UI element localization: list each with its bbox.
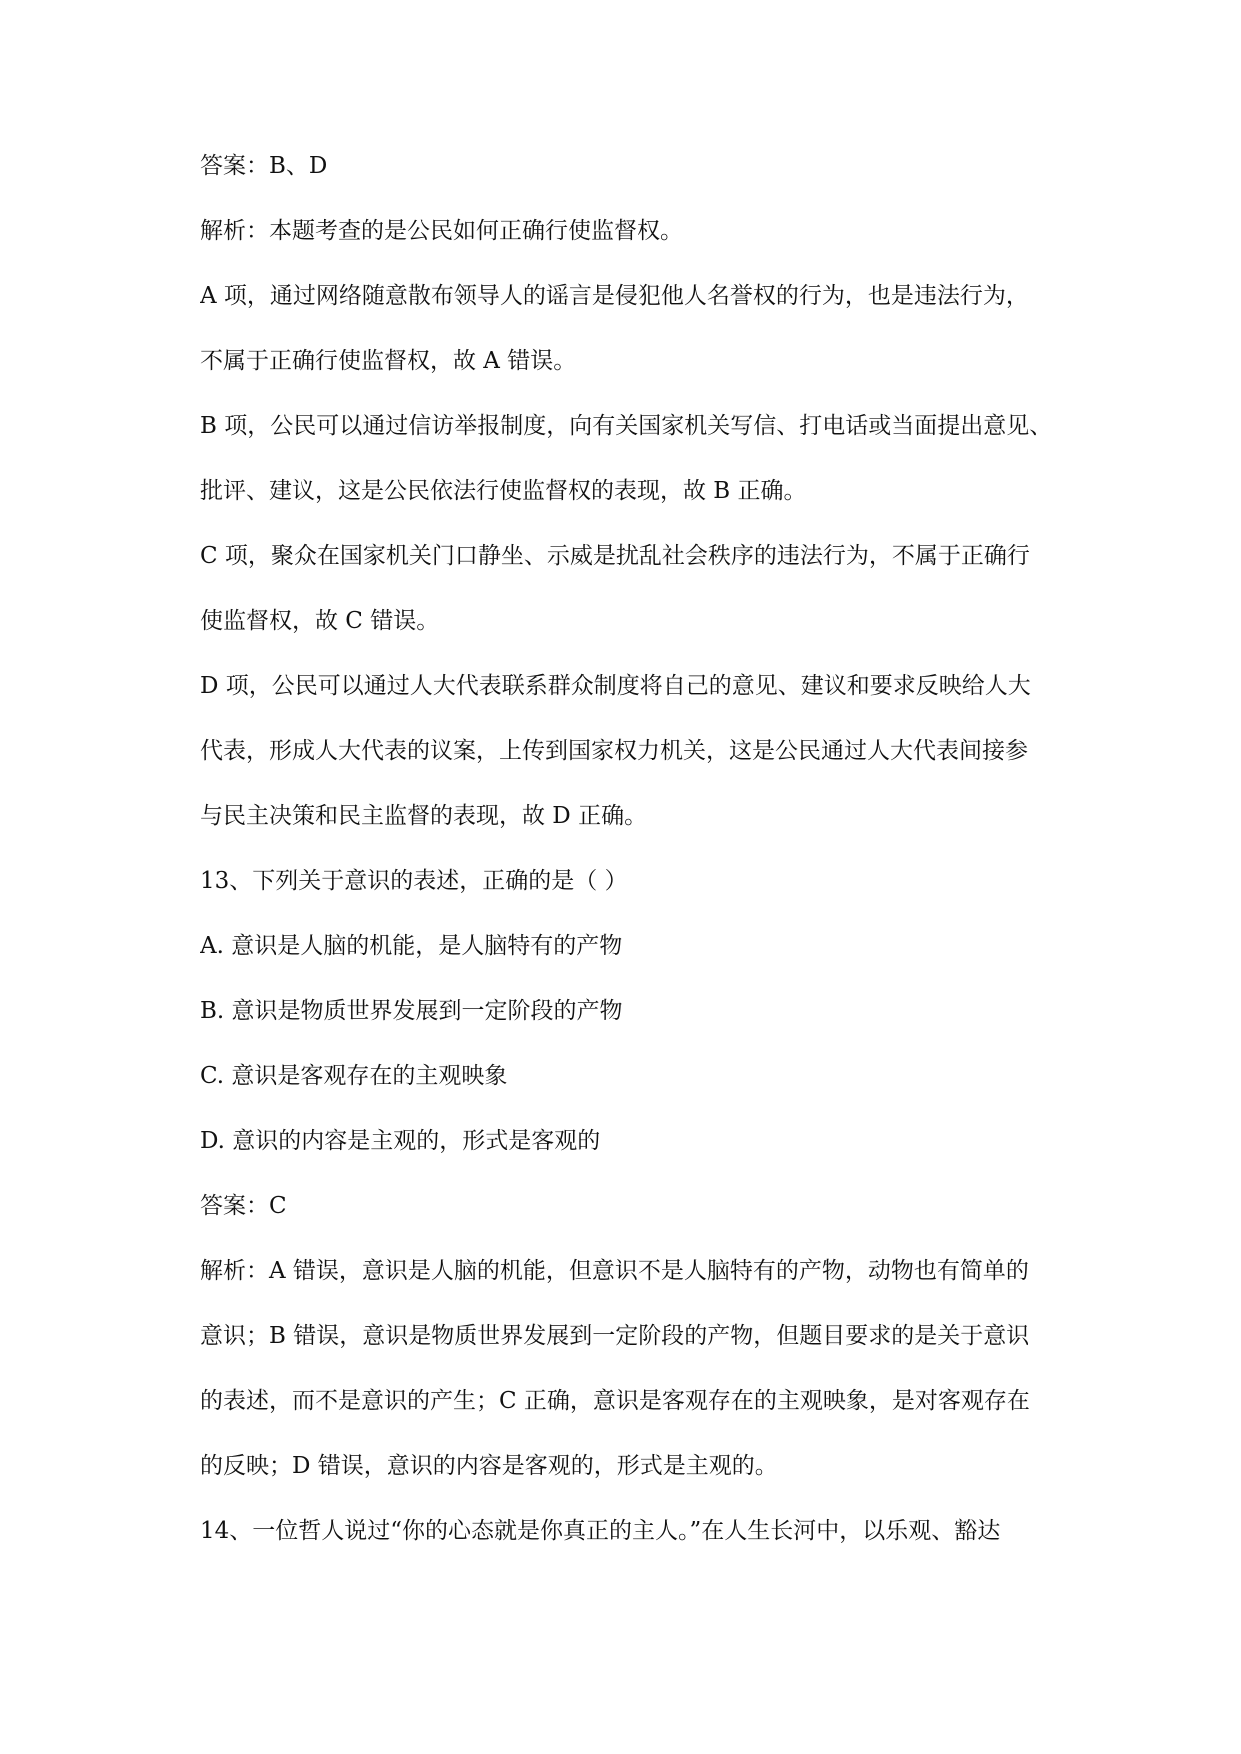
question-14: 14、一位哲人说过“你的心态就是你真正的主人。”在人生长河中，以乐观、豁达 — [200, 1518, 1001, 1544]
analysis-12-option-c-cont: 使监督权，故 C 错误。 — [200, 608, 440, 634]
question-13-option-a: A. 意识是人脑的机能，是人脑特有的产物 — [200, 933, 623, 959]
analysis-13-line-4: 的反映；D 错误，意识的内容是客观的，形式是主观的。 — [200, 1453, 778, 1479]
analysis-12-option-a-cont: 不属于正确行使监督权，故 A 错误。 — [200, 348, 577, 374]
analysis-12-option-b: B 项，公民可以通过信访举报制度，向有关国家机关写信、打电话或当面提出意见、 — [200, 413, 1053, 439]
analysis-13-line-3: 的表述，而不是意识的产生；C 正确，意识是客观存在的主观映象，是对客观存在 — [200, 1388, 1030, 1414]
question-13: 13、下列关于意识的表述，正确的是（ ） — [200, 868, 628, 894]
analysis-12-option-b-cont: 批评、建议，这是公民依法行使监督权的表现，故 B 正确。 — [200, 478, 807, 504]
page-content — [200, 134, 1100, 1564]
analysis-12-option-c: C 项，聚众在国家机关门口静坐、示威是扰乱社会秩序的违法行为，不属于正确行 — [200, 543, 1030, 569]
analysis-12-option-d: D 项，公民可以通过人大代表联系群众制度将自己的意见、建议和要求反映给人大 — [200, 673, 1031, 699]
analysis-12-intro: 解析：本题考查的是公民如何正确行使监督权。 — [200, 218, 683, 244]
answer-13: 答案：C — [200, 1193, 287, 1219]
analysis-12-option-d-cont-1: 代表，形成人大代表的议案，上传到国家权力机关，这是公民通过人大代表间接参 — [200, 738, 1028, 764]
question-13-option-b: B. 意识是物质世界发展到一定阶段的产物 — [200, 998, 623, 1024]
question-13-option-d: D. 意识的内容是主观的，形式是客观的 — [200, 1128, 601, 1154]
analysis-12-option-d-cont-2: 与民主决策和民主监督的表现，故 D 正确。 — [200, 803, 648, 829]
question-13-option-c: C. 意识是客观存在的主观映象 — [200, 1063, 508, 1089]
analysis-12-option-a: A 项，通过网络随意散布领导人的谣言是侵犯他人名誉权的行为，也是违法行为， — [200, 283, 1029, 309]
analysis-13-line-2: 意识；B 错误，意识是物质世界发展到一定阶段的产物，但题目要求的是关于意识 — [200, 1323, 1030, 1349]
analysis-13-line-1: 解析：A 错误，意识是人脑的机能，但意识不是人脑特有的产物，动物也有简单的 — [200, 1258, 1029, 1284]
answer-12: 答案：B、D — [200, 153, 328, 179]
